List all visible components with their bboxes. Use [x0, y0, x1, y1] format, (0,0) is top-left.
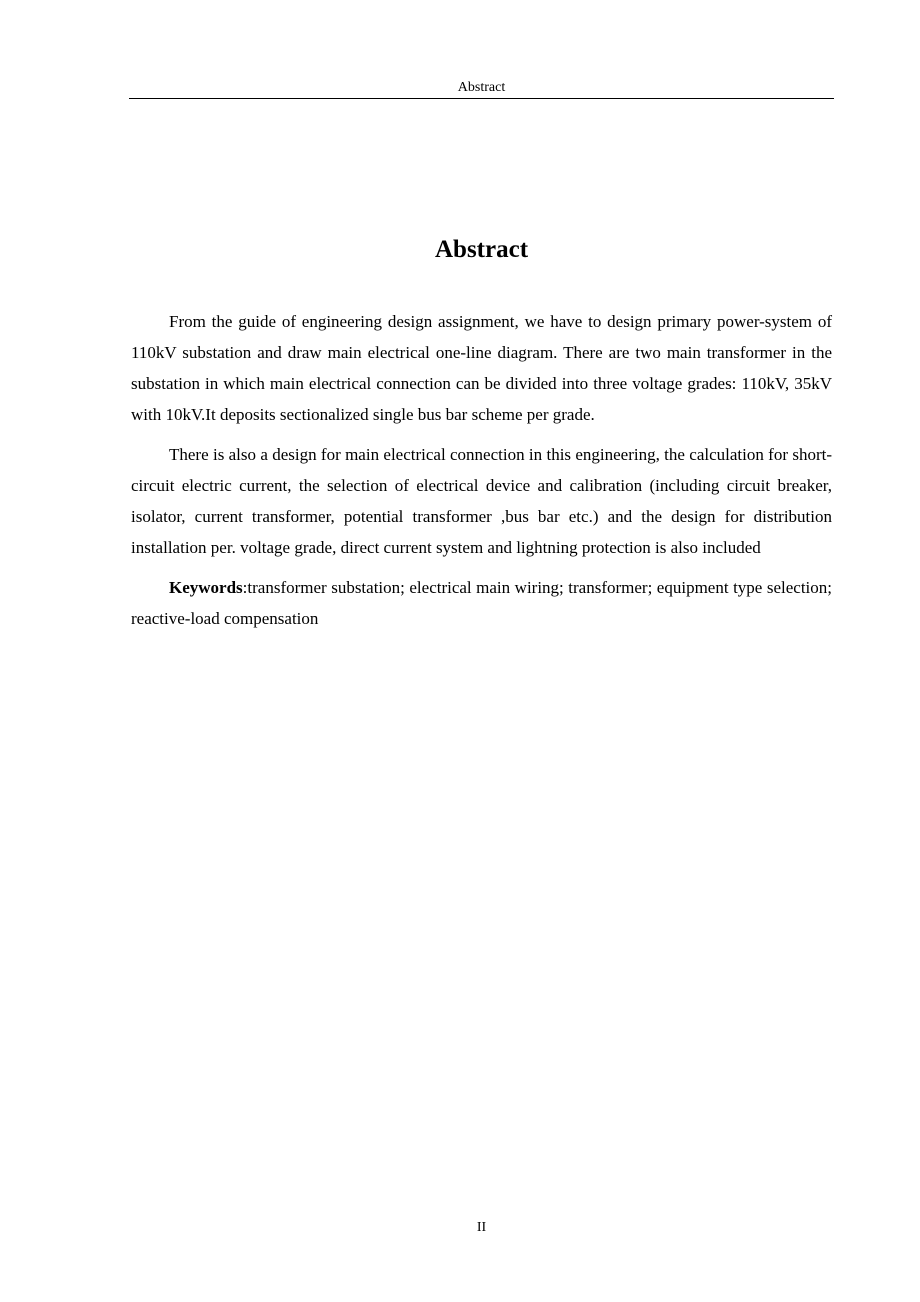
keywords-paragraph: [131, 572, 832, 634]
running-header: Abstract: [457, 80, 506, 95]
keywords-label: Keywords: [169, 578, 243, 597]
abstract-body: [131, 306, 832, 643]
keywords-text: :transformer substation; electrical main wiring; transformer; equipment type selection; reactive-load compensation: [131, 578, 832, 628]
page-number: II: [476, 1220, 487, 1235]
page-title: Abstract: [434, 236, 529, 263]
abstract-paragraph-1: From the guide of engineering design assignment, we have to design primary power-system of 110kV substation and draw main electrical one-line diagram. There are two main transformer in the substation in which main electrical connection can be divided into three voltage grades: 110kV, 35kV with 10kV.It deposits sectionalized single bus bar scheme per grade.: [131, 312, 832, 424]
header-rule: [129, 98, 834, 99]
abstract-paragraph-2: There is also a design for main electrical connection in this engineering, the calculation for short-circuit electric current, the selection of electrical device and calibration (including circuit breaker, isolator, current transformer, potential transformer ,bus bar etc.) and the design for distribution installation per. voltage grade, direct current system and lightning protection is also included: [131, 445, 832, 557]
